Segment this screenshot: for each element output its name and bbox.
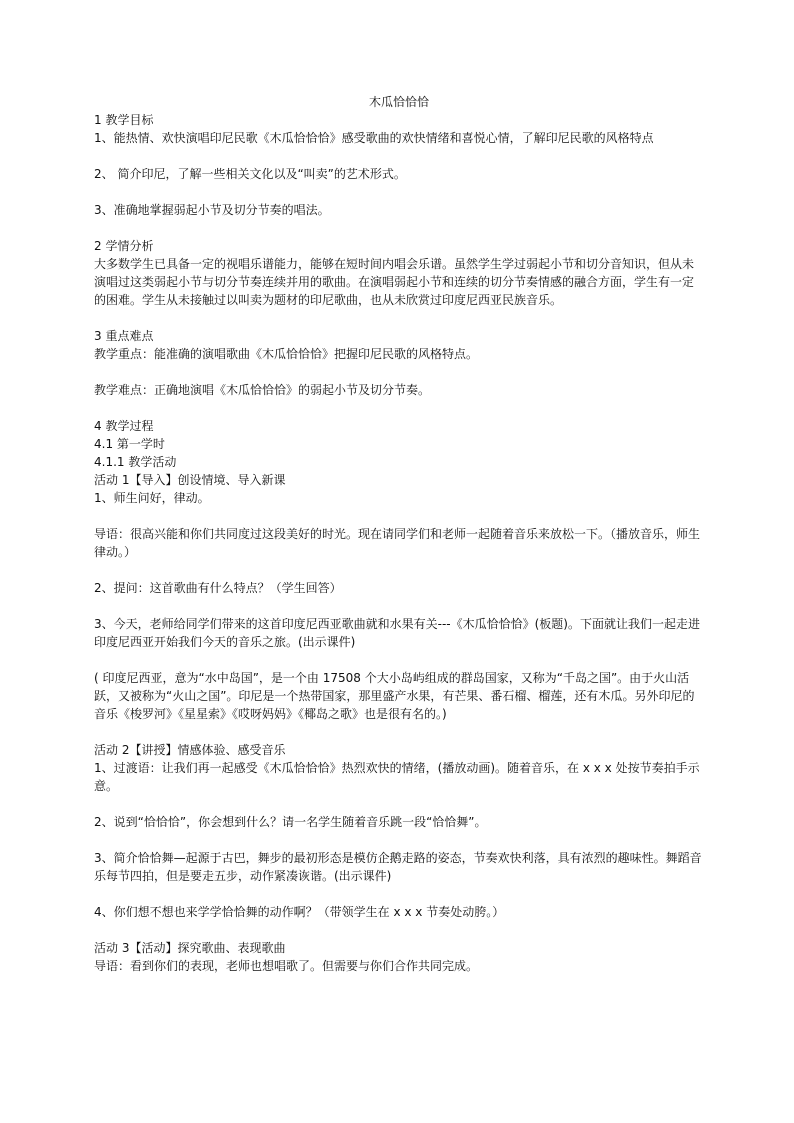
paragraph-line: 2、说到“恰恰恰”，你会想到什么？请一名学生随着音乐跳一段“恰恰舞”。 — [94, 815, 487, 829]
paragraph-line: 3 重点难点 — [94, 329, 154, 343]
paragraph-gap — [94, 597, 704, 615]
paragraph-line: 1、过渡语：让我们再一起感受《木瓜恰恰恰》热烈欢快的情绪，(播放动画)。随着音乐，在 x x x 处按节奏拍手示意。 — [94, 761, 700, 793]
paragraph-line: 2、提问：这首歌曲有什么特点？（学生回答） — [94, 581, 342, 595]
paragraph-gap — [94, 561, 704, 579]
paragraph-line: 1、师生问好，律动。 — [94, 491, 210, 505]
paragraph-gap — [94, 399, 704, 417]
paragraph-line: 教学重点：能准确的演唱歌曲《木瓜恰恰恰》把握印尼民歌的风格特点。 — [94, 347, 479, 361]
paragraph-gap — [94, 183, 704, 201]
paragraph-line: 导语：很高兴能和你们共同度过这段美好的时光。现在请同学们和老师一起随着音乐来放松一下。（播放音乐，师生律动。） — [94, 527, 701, 559]
paragraph-line: 活动 3【活动】探究歌曲、表现歌曲 — [94, 941, 286, 955]
paragraph-gap — [94, 507, 704, 525]
paragraph-line: 教学难点：正确地演唱《木瓜恰恰恰》的弱起小节及切分节奏。 — [94, 383, 431, 397]
paragraph-gap — [94, 723, 704, 741]
paragraph-gap — [94, 651, 704, 669]
paragraph-line: 1、能热情、欢快演唱印尼民歌《木瓜恰恰恰》感受歌曲的欢快情绪和喜悦心情，了解印尼民歌的风格特点 — [94, 131, 654, 145]
paragraph-gap — [94, 831, 704, 849]
paragraph-line: 导语：看到你们的表现，老师也想唱歌了。但需要与你们合作共同完成。 — [94, 959, 479, 973]
paragraph-line: 4、你们想不想也来学学恰恰舞的动作啊？（带领学生在 x x x 节奏处动胯。） — [94, 905, 505, 919]
paragraph-gap — [94, 795, 704, 813]
paragraph-line: 2 学情分析 — [94, 239, 154, 253]
paragraph-line: 3、今天，老师给同学们带来的这首印度尼西亚歌曲就和水果有关---《木瓜恰恰恰》(板题)。下面就让我们一起走进印度尼西亚开始我们今天的音乐之旅。(出示课件) — [94, 617, 700, 649]
paragraph-gap — [94, 363, 704, 381]
paragraph-gap — [94, 921, 704, 939]
paragraph-line: 4.1 第一学时 — [94, 437, 165, 451]
paragraph-line: 活动 1【导入】创设情境、导入新课 — [94, 473, 286, 487]
paragraph-line: 大多数学生已具备一定的视唱乐谱能力，能够在短时间内唱会乐谱。虽然学生学过弱起小节和切分音知识，但从未演唱过这类弱起小节与切分节奏连续并用的歌曲。在演唱弱起小节和连续的切分节奏情感的融合方面，学生有一定的困难。学生从未接触过以叫卖为题材的印尼歌曲，也从未欣赏过印度尼西亚民族音乐。 — [94, 257, 695, 307]
paragraph-line: 3、准确地掌握弱起小节及切分节奏的唱法。 — [94, 203, 330, 217]
paragraph-gap — [94, 147, 704, 165]
paragraph-line: 1 教学目标 — [94, 113, 154, 127]
paragraph-line: 3、简介恰恰舞—起源于古巴，舞步的最初形态是模仿企鹅走路的姿态，节奏欢快利落，具有浓烈的趣味性。舞蹈音乐每节四拍，但是要走五步，动作紧凑诙谐。(出示课件) — [94, 851, 702, 883]
document-page — [94, 93, 704, 975]
paragraph-gap — [94, 885, 704, 903]
paragraph-gap — [94, 309, 704, 327]
paragraph-line: ( 印度尼西亚，意为“水中岛国”，是一个由 17508 个大小岛屿组成的群岛国家，又称为“千岛之国”。由于火山活跃，又被称为“火山之国”。印尼是一个热带国家，那里盛产水果，有芒果、番石榴、榴莲，还有木瓜。另外印尼的音乐《梭罗河》《星星索》《哎呀妈妈》《椰岛之歌》也是很有名的。) — [94, 671, 695, 721]
paragraph-line: 4 教学过程 — [94, 419, 154, 433]
document-title: 木瓜恰恰恰 — [368, 95, 429, 109]
document-body — [94, 111, 704, 975]
paragraph-line: 4.1.1 教学活动 — [94, 455, 177, 469]
paragraph-line: 2、 简介印尼，了解一些相关文化以及“叫卖”的艺术形式。 — [94, 167, 406, 181]
paragraph-gap — [94, 219, 704, 237]
paragraph-line: 活动 2【讲授】情感体验、感受音乐 — [94, 743, 286, 757]
